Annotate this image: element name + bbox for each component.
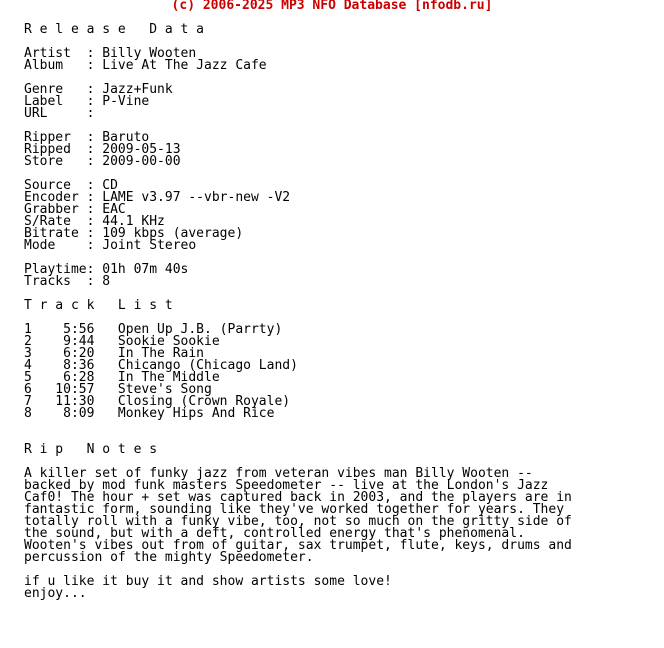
track-row: 2 9:44 Sookie Sookie (24, 334, 220, 349)
release-field: Playtime: 01h 07m 40s (24, 262, 189, 277)
release-data (0, 48, 664, 288)
track-list (0, 324, 664, 420)
site-header: (c) 2006-2025 MP3 NFO Database [nfodb.ru] (171, 0, 493, 13)
release-field: Genre : Jazz+Funk (24, 82, 173, 97)
release-field: Artist : Billy Wooten (24, 46, 197, 61)
closing-line: if u like it buy it and show artists some love! (24, 574, 392, 589)
release-field: Label : P-Vine (24, 94, 150, 109)
notes-line: Caf0! The hour + set was captured back in 2003, and the players are in (24, 490, 572, 505)
release-field: Encoder : LAME v3.97 --vbr-new -V2 (24, 190, 291, 205)
section-title-notes: R i p N o t e s (24, 442, 158, 457)
notes-line: totally roll with a funky vibe, too, not so much on the gritty side of (24, 514, 572, 529)
track-row: 3 6:20 In The Rain (24, 346, 205, 361)
release-field: Mode : Joint Stereo (24, 238, 197, 253)
section-title-tracks: T r a c k L i s t (24, 298, 173, 313)
notes-line: backed by mod funk masters Speedometer -- live at the London's Jazz (24, 478, 549, 493)
release-field: Album : Live At The Jazz Cafe (24, 58, 267, 73)
track-row: 5 6:28 In The Middle (24, 370, 220, 385)
notes-line: Wooten's vibes out from of guitar, sax trumpet, flute, keys, drums and (24, 538, 572, 553)
release-field: Ripped : 2009-05-13 (24, 142, 181, 157)
notes-line: A killer set of funky jazz from veteran vibes man Billy Wooten -- (24, 466, 533, 481)
release-field: Store : 2009-00-00 (24, 154, 181, 169)
notes-line: fantastic form, sounding like they've worked together for years. They (24, 502, 565, 517)
release-field: Tracks : 8 (24, 274, 111, 289)
notes-line: percussion of the mighty Speedometer. (24, 550, 314, 565)
release-field: Bitrate : 109 kbps (average) (24, 226, 244, 241)
track-row: 1 5:56 Open Up J.B. (Parrty) (24, 322, 283, 337)
release-field: Source : CD (24, 178, 118, 193)
track-row: 8 8:09 Monkey Hips And Rice (24, 406, 275, 421)
track-row: 6 10:57 Steve's Song (24, 382, 212, 397)
closing-line: enjoy... (24, 586, 87, 601)
notes-line: the sound, but with a deft, controlled energy that's phenomenal. (24, 526, 525, 541)
release-field: URL : (24, 106, 103, 121)
track-row: 4 8:36 Chicango (Chicago Land) (24, 358, 298, 373)
release-field: Grabber : EAC (24, 202, 126, 217)
track-row: 7 11:30 Closing (Crown Royale) (24, 394, 291, 409)
section-title-release: R e l e a s e D a t a (24, 22, 205, 37)
release-field: Ripper : Baruto (24, 130, 150, 145)
release-field: S/Rate : 44.1 KHz (24, 214, 165, 229)
closing-notes (0, 576, 664, 600)
rip-notes (0, 468, 664, 564)
